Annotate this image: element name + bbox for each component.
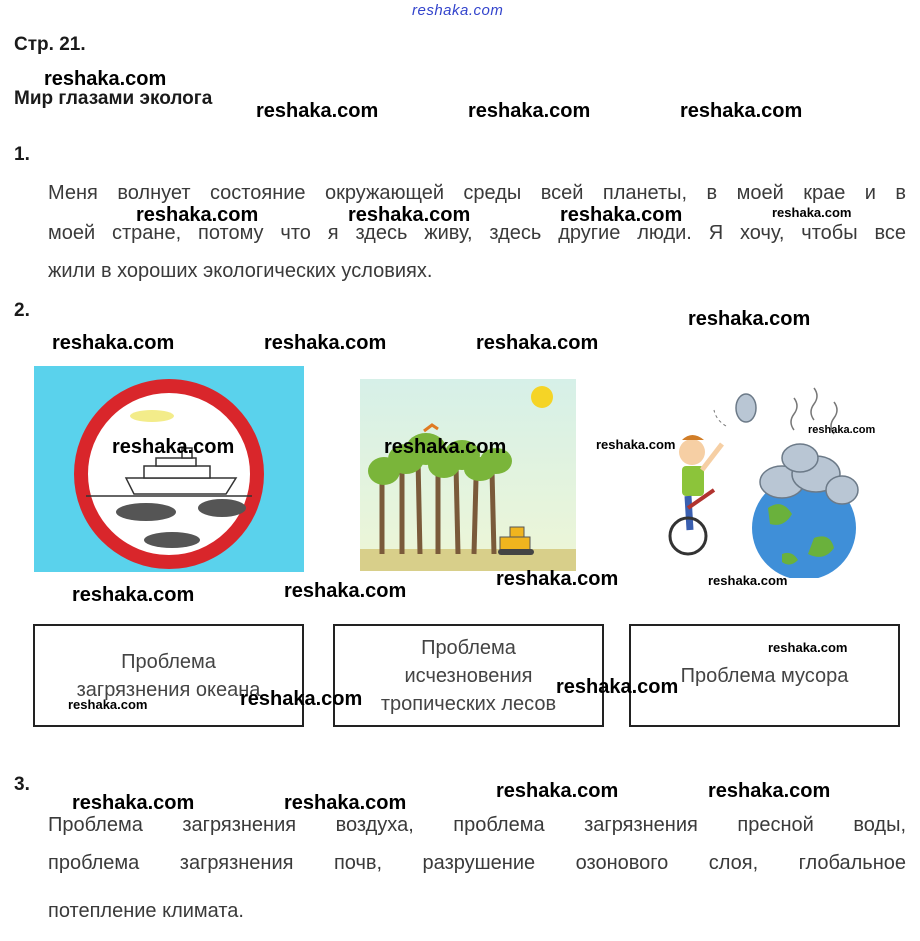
watermark: reshaka.com xyxy=(596,437,676,452)
caption-line: Проблема мусора xyxy=(680,664,849,687)
watermark: reshaka.com xyxy=(680,100,803,122)
watermark: reshaka.com xyxy=(136,204,259,226)
section-2-number: 2. xyxy=(14,300,30,321)
watermark: reshaka.com xyxy=(768,640,848,655)
watermark: reshaka.com xyxy=(808,424,876,436)
ocean-pollution-image xyxy=(34,366,304,572)
text-line: Проблема загрязнения воздуха, проблема загрязнения пресной воды, xyxy=(48,814,906,836)
page-title: Мир глазами эколога xyxy=(14,88,213,109)
caption-line: тропических лесов xyxy=(380,692,557,715)
watermark: reshaka.com xyxy=(348,204,471,226)
watermark: reshaka.com xyxy=(384,436,507,458)
section-3-number: 3. xyxy=(14,774,30,795)
watermark-top: reshaka.com xyxy=(412,2,504,19)
garbage-image xyxy=(664,378,860,578)
watermark: reshaka.com xyxy=(264,332,387,354)
section-1-number: 1. xyxy=(14,144,30,165)
watermark: reshaka.com xyxy=(476,332,599,354)
text-line: жили в хороших экологических условиях. xyxy=(48,260,433,282)
caption-line: загрязнения океана xyxy=(76,678,261,701)
section-1-text xyxy=(48,180,906,284)
caption-line: исчезновения xyxy=(404,664,533,687)
watermark: reshaka.com xyxy=(556,676,679,698)
watermark: reshaka.com xyxy=(112,436,235,458)
section-3-text xyxy=(48,812,906,924)
watermark: reshaka.com xyxy=(44,68,167,90)
caption-line: Проблема xyxy=(421,636,516,659)
watermark: reshaka.com xyxy=(284,580,407,602)
watermark: reshaka.com xyxy=(708,780,831,802)
watermark: reshaka.com xyxy=(68,697,148,712)
watermark: reshaka.com xyxy=(496,568,619,590)
watermark: reshaka.com xyxy=(240,688,363,710)
watermark: reshaka.com xyxy=(72,584,195,606)
watermark: reshaka.com xyxy=(708,573,788,588)
text-line: проблема загрязнения почв, разрушение озонового слоя, глобальное xyxy=(48,852,906,874)
watermark: reshaka.com xyxy=(72,792,195,814)
page-reference: Стр. 21. xyxy=(14,34,86,55)
watermark: reshaka.com xyxy=(52,332,175,354)
watermark: reshaka.com xyxy=(560,204,683,226)
watermark: reshaka.com xyxy=(468,100,591,122)
text-line: потепление климата. xyxy=(48,900,244,922)
watermark: reshaka.com xyxy=(496,780,619,802)
deforestation-image xyxy=(360,379,576,571)
caption-line: Проблема xyxy=(121,650,216,673)
watermark: reshaka.com xyxy=(772,205,852,220)
text-line: Меня волнует состояние окружающей среды всей планеты, в моей крае и в xyxy=(48,182,906,204)
text-line: моей стране, потому что я здесь живу, здесь другие люди. Я хочу, чтобы все xyxy=(48,222,906,244)
watermark: reshaka.com xyxy=(688,308,811,330)
watermark: reshaka.com xyxy=(256,100,379,122)
watermark: reshaka.com xyxy=(284,792,407,814)
